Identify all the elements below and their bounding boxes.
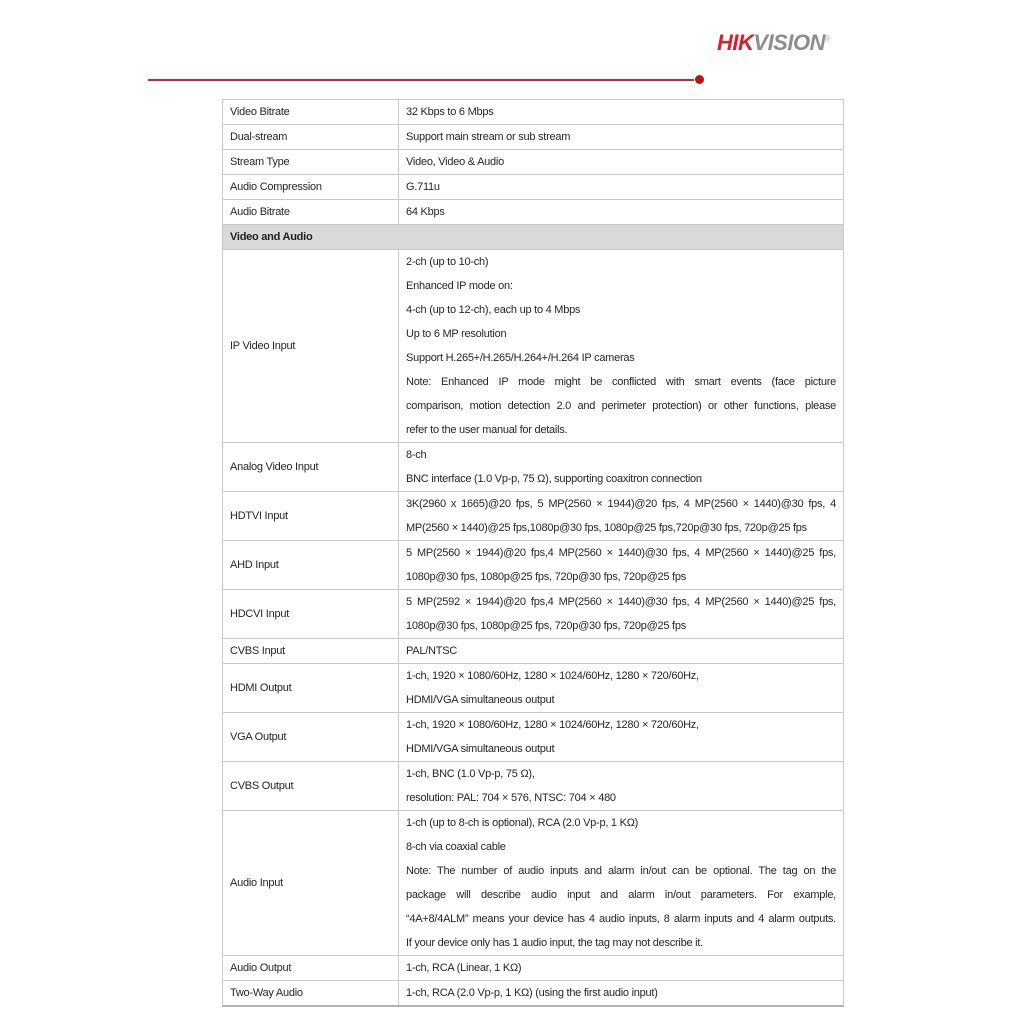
spec-value-line: 1-ch, 1920 × 1080/60Hz, 1280 × 1024/60Hz, 1280 × 720/60Hz, <box>406 670 699 682</box>
spec-value <box>399 956 844 981</box>
spec-value-line: MP(2560 × 1440)@25 fps,1080p@30 fps, 1080p@25 fps,720p@30 fps, 720p@25 fps <box>406 522 807 534</box>
spec-value <box>399 664 844 713</box>
spec-value-line: refer to the user manual for details. <box>406 424 568 436</box>
spec-label: HDCVI Input <box>223 590 399 639</box>
spec-value-line: PAL/NTSC <box>406 645 457 657</box>
logo-hik-text: HIK <box>717 30 754 55</box>
spec-value-line: 1-ch, BNC (1.0 Vp-p, 75 Ω), <box>406 768 535 780</box>
spec-label: Stream Type <box>223 150 399 175</box>
logo-vision-text: VISION <box>753 30 825 55</box>
spec-value <box>399 541 844 590</box>
spec-value-line: G.711u <box>406 181 440 193</box>
spec-value <box>399 150 844 175</box>
spec-value <box>399 981 844 1007</box>
spec-label: Video Bitrate <box>223 100 399 125</box>
spec-value <box>399 639 844 664</box>
spec-value <box>399 250 844 443</box>
spec-value-line: Note: Enhanced IP mode might be conflicted with smart events (face picture <box>406 376 836 388</box>
table-row <box>223 150 844 175</box>
spec-value-line: If your device only has 1 audio input, the tag may not describe it. <box>406 937 703 949</box>
spec-value-line: 1080p@30 fps, 1080p@25 fps, 720p@30 fps, 720p@25 fps <box>406 571 686 583</box>
spec-value-line: HDMI/VGA simultaneous output <box>406 743 555 755</box>
spec-value-line: 8-ch <box>406 449 427 461</box>
table-row <box>223 590 844 639</box>
spec-value-line: Support H.265+/H.265/H.264+/H.264 IP cameras <box>406 352 635 364</box>
spec-label: Analog Video Input <box>223 443 399 492</box>
spec-value-line: 5 MP(2560 × 1944)@20 fps,4 MP(2560 × 1440)@30 fps, 4 MP(2560 × 1440)@25 fps, <box>406 547 836 559</box>
registered-trademark-icon: ® <box>824 36 831 44</box>
table-row <box>223 100 844 125</box>
spec-label: Audio Input <box>223 811 399 956</box>
spec-value <box>399 492 844 541</box>
spec-label: CVBS Output <box>223 762 399 811</box>
spec-label: Audio Output <box>223 956 399 981</box>
spec-value-line: 8-ch via coaxial cable <box>406 841 506 853</box>
spec-value-line: Video, Video & Audio <box>406 156 504 168</box>
spec-value-line: package will describe audio input and alarm in/out parameters. For example, <box>406 889 836 901</box>
spec-value-line: 32 Kbps to 6 Mbps <box>406 106 494 118</box>
spec-label: AHD Input <box>223 541 399 590</box>
spec-label: Two-Way Audio <box>223 981 399 1007</box>
table-row <box>223 200 844 225</box>
spec-value-line: 1-ch, RCA (2.0 Vp-p, 1 KΩ) (using the first audio input) <box>406 987 658 999</box>
spec-value-line: 1-ch (up to 8-ch is optional), RCA (2.0 Vp-p, 1 KΩ) <box>406 817 639 829</box>
spec-value <box>399 125 844 150</box>
section-row <box>223 225 844 250</box>
spec-value-line: Enhanced IP mode on: <box>406 280 513 292</box>
spec-value <box>399 590 844 639</box>
table-row <box>223 981 844 1007</box>
table-row <box>223 250 844 443</box>
spec-value-line: “4A+8/4ALM” means your device has 4 audio inputs, 8 alarm inputs and 4 alarm outputs. <box>406 913 836 925</box>
table-row <box>223 811 844 956</box>
spec-value <box>399 811 844 956</box>
spec-value <box>399 100 844 125</box>
spec-label: Dual-stream <box>223 125 399 150</box>
spec-value-line: Support main stream or sub stream <box>406 131 571 143</box>
table-row <box>223 443 844 492</box>
spec-value-line: Note: The number of audio inputs and alarm in/out can be optional. The tag on the <box>406 865 836 877</box>
table-row <box>223 492 844 541</box>
header-divider-line <box>148 79 694 81</box>
spec-value-line: 1080p@30 fps, 1080p@25 fps, 720p@30 fps, 720p@25 fps <box>406 620 686 632</box>
spec-label: CVBS Input <box>223 639 399 664</box>
spec-label: Audio Compression <box>223 175 399 200</box>
spec-table <box>222 99 844 1007</box>
spec-label: HDMI Output <box>223 664 399 713</box>
table-row <box>223 713 844 762</box>
spec-value-line: 4-ch (up to 12-ch), each up to 4 Mbps <box>406 304 581 316</box>
spec-value-line: HDMI/VGA simultaneous output <box>406 694 555 706</box>
spec-value-line: resolution: PAL: 704 × 576, NTSC: 704 × 480 <box>406 792 616 804</box>
spec-table-body <box>223 100 844 1007</box>
spec-label: IP Video Input <box>223 250 399 443</box>
spec-value-line: 3K(2960 x 1665)@20 fps, 5 MP(2560 × 1944)@20 fps, 4 MP(2560 × 1440)@30 fps, 4 <box>406 498 836 510</box>
spec-value <box>399 762 844 811</box>
section-header: Video and Audio <box>223 225 844 250</box>
spec-value-line: BNC interface (1.0 Vp-p, 75 Ω), supporting coaxitron connection <box>406 473 702 485</box>
table-row <box>223 664 844 713</box>
spec-value-line: 64 Kbps <box>406 206 445 218</box>
table-row <box>223 175 844 200</box>
spec-value-line: 5 MP(2592 × 1944)@20 fps,4 MP(2560 × 1440)@30 fps, 4 MP(2560 × 1440)@25 fps, <box>406 596 836 608</box>
table-row <box>223 541 844 590</box>
hikvision-logo <box>717 30 830 56</box>
header-divider-dot-icon <box>695 75 704 84</box>
spec-value-line: 1-ch, 1920 × 1080/60Hz, 1280 × 1024/60Hz, 1280 × 720/60Hz, <box>406 719 699 731</box>
spec-label: Audio Bitrate <box>223 200 399 225</box>
spec-label: HDTVI Input <box>223 492 399 541</box>
spec-value-line: Up to 6 MP resolution <box>406 328 507 340</box>
spec-value <box>399 443 844 492</box>
spec-label: VGA Output <box>223 713 399 762</box>
table-row <box>223 762 844 811</box>
table-row <box>223 639 844 664</box>
table-row <box>223 125 844 150</box>
spec-value <box>399 175 844 200</box>
spec-value <box>399 200 844 225</box>
table-row <box>223 956 844 981</box>
spec-value-line: 1-ch, RCA (Linear, 1 KΩ) <box>406 962 522 974</box>
spec-value-line: comparison, motion detection 2.0 and perimeter protection) or other functions, please <box>406 400 836 412</box>
spec-value-line: 2-ch (up to 10-ch) <box>406 256 489 268</box>
spec-value <box>399 713 844 762</box>
